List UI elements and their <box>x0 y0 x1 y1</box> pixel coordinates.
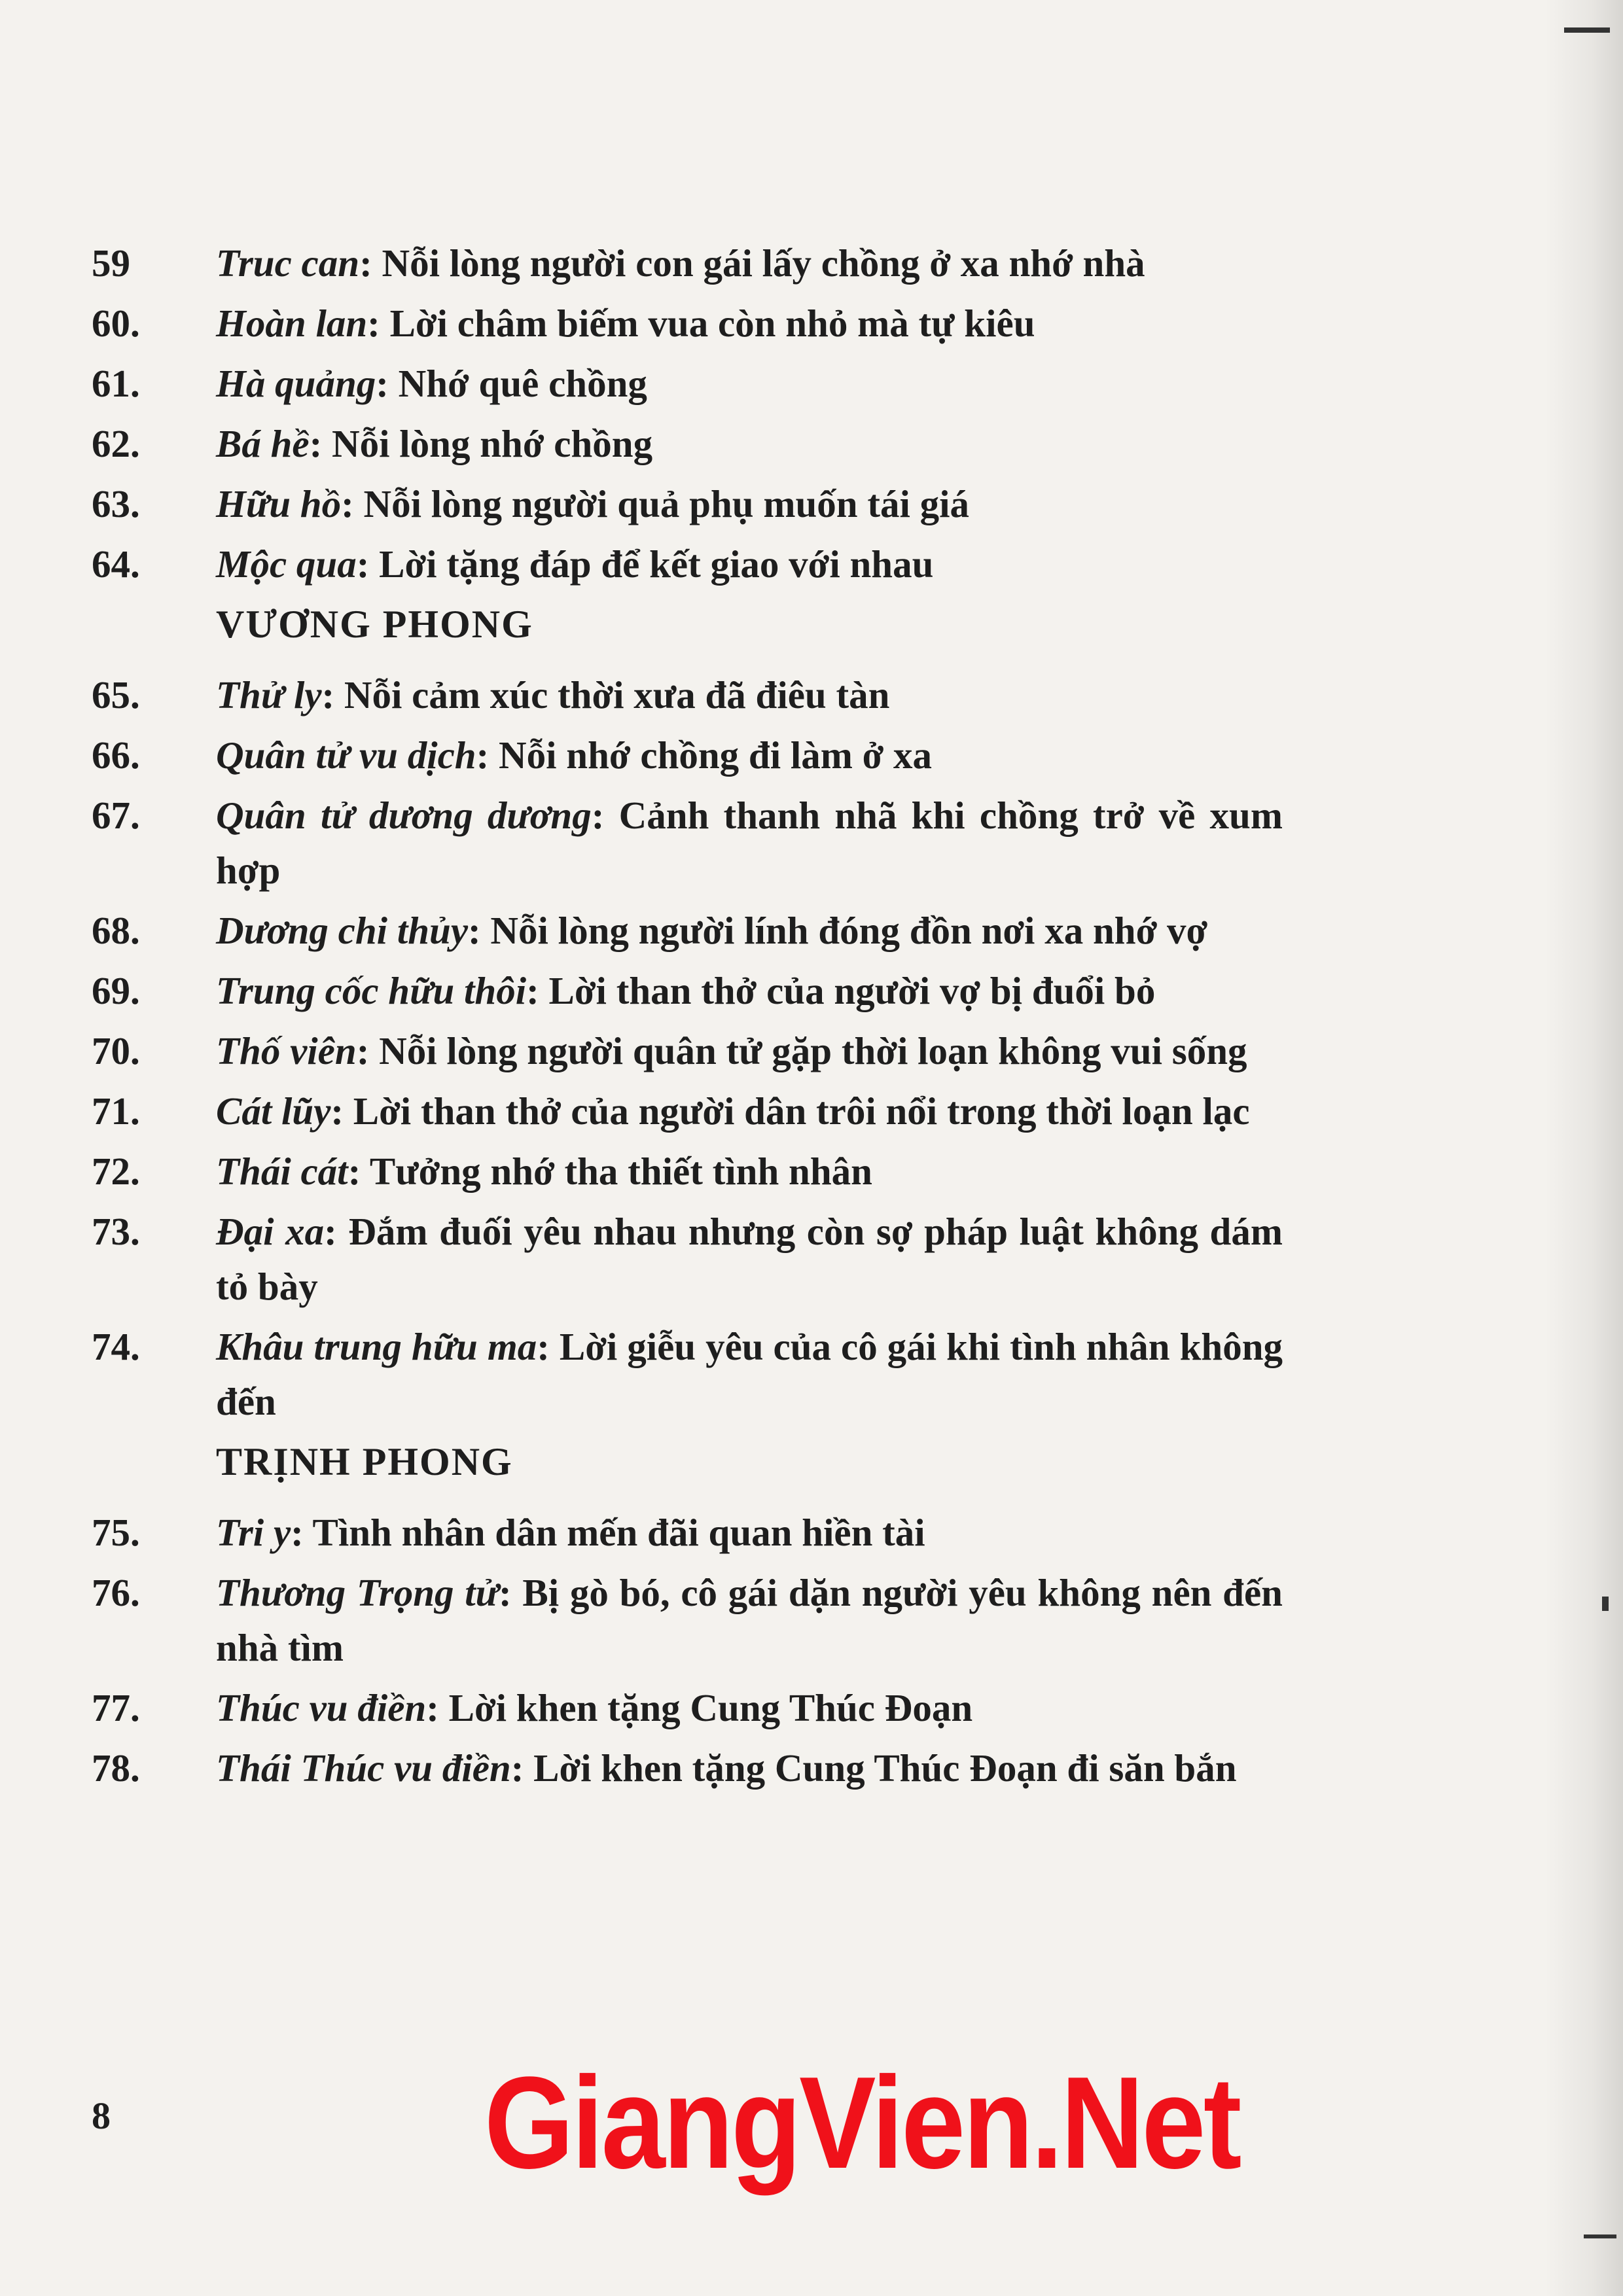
entry-description: : Nỗi lòng người lính đóng đồn nơi xa nhớ vợ <box>468 909 1208 952</box>
edge-scan-mark-bottom <box>1584 2234 1616 2238</box>
table-of-contents <box>92 236 1283 1801</box>
entry-description: : Tình nhân dân mến đãi quan hiền tài <box>291 1511 925 1554</box>
entry-title: Tri y <box>216 1511 291 1554</box>
toc-entry <box>92 1084 1283 1139</box>
toc-entry <box>92 537 1283 592</box>
toc-entry <box>92 296 1283 351</box>
entry-description: : Lời châm biếm vua còn nhỏ mà tự kiêu <box>367 302 1035 345</box>
entry-number: 69. <box>92 969 140 1012</box>
toc-entry <box>92 236 1283 291</box>
entry-text <box>216 1084 1283 1139</box>
toc-entry <box>92 356 1283 411</box>
page-number: 8 <box>92 2094 111 2137</box>
entry-number: 64. <box>92 542 140 586</box>
entry-text <box>216 416 1283 471</box>
toc-entry <box>92 476 1283 531</box>
toc-entry <box>92 416 1283 471</box>
toc-entry <box>92 963 1283 1018</box>
entry-text <box>216 667 1283 722</box>
entry-description: : Lời tặng đáp để kết giao với nhau <box>356 542 934 586</box>
entry-title: Đại xa <box>216 1210 325 1253</box>
entry-title: Thử ly <box>216 673 322 716</box>
entry-number: 76. <box>92 1571 140 1614</box>
entry-title: Thái Thúc vu điền <box>216 1746 511 1790</box>
toc-entry <box>92 728 1283 783</box>
entry-title: Trung cốc hữu thôi <box>216 969 527 1012</box>
entry-description: : Cảnh thanh nhã khi chồng trở về xum hợp <box>216 794 1283 892</box>
entry-text <box>216 963 1283 1018</box>
toc-entry <box>92 1144 1283 1199</box>
entry-number: 67. <box>92 794 140 837</box>
entry-description: : Bị gò bó, cô gái dặn người yêu không nên đến nhà tìm <box>216 1571 1283 1669</box>
entry-description: : Tưởng nhớ tha thiết tình nhân <box>348 1150 872 1193</box>
entry-text <box>216 1319 1283 1429</box>
section-heading-trinh-phong: TRỊNH PHONG <box>216 1440 513 1483</box>
entry-description: : Nhớ quê chồng <box>376 362 647 405</box>
entry-description: : Lời than thở của người vợ bị đuổi bỏ <box>526 969 1156 1012</box>
toc-entry <box>92 1680 1283 1735</box>
entry-title: Truc can <box>216 241 360 285</box>
entry-description: : Lời than thở của người dân trôi nổi trong thời loạn lạc <box>330 1089 1250 1133</box>
entry-title: Cát lũy <box>216 1089 331 1133</box>
entry-text <box>216 537 1283 592</box>
entry-title: Khâu trung hữu ma <box>216 1325 537 1368</box>
entry-description: : Nỗi lòng người con gái lấy chồng ở xa nhớ nhà <box>359 241 1145 285</box>
entry-text <box>216 1505 1283 1560</box>
entry-title: Hà quảng <box>216 362 376 405</box>
entry-description: : Lời giễu yêu của cô gái khi tình nhân không đến <box>216 1325 1283 1423</box>
entry-text <box>216 1144 1283 1199</box>
edge-scan-mark <box>1602 1597 1609 1611</box>
toc-entry <box>92 1204 1283 1314</box>
entry-number: 60. <box>92 302 140 345</box>
entry-text <box>216 476 1283 531</box>
entry-text <box>216 903 1283 958</box>
entry-text <box>216 1565 1283 1675</box>
entry-description: : Nỗi lòng người quả phụ muốn tái giá <box>341 482 970 525</box>
entry-text <box>216 356 1283 411</box>
entry-number: 71. <box>92 1089 140 1133</box>
entry-text <box>216 1023 1283 1078</box>
entry-title: Thố viên <box>216 1029 357 1072</box>
entry-text <box>216 1680 1283 1735</box>
entry-text <box>216 1740 1283 1795</box>
entry-title: Thúc vu điền <box>216 1686 427 1729</box>
entry-description: : Lời khen tặng Cung Thúc Đoạn <box>426 1686 973 1729</box>
toc-entry <box>92 667 1283 722</box>
toc-entry <box>92 788 1283 898</box>
corner-scan-mark <box>1564 27 1610 33</box>
entry-number: 62. <box>92 422 140 465</box>
entry-number: 59 <box>92 241 130 285</box>
entry-number: 66. <box>92 733 140 777</box>
entry-number: 63. <box>92 482 140 525</box>
entry-title: Hoàn lan <box>216 302 368 345</box>
entry-number: 77. <box>92 1686 140 1729</box>
entry-title: Quân tử vu dịch <box>216 733 476 777</box>
entry-description: : Nỗi lòng nhớ chồng <box>309 422 653 465</box>
entry-text <box>216 236 1283 291</box>
entry-title: Dương chi thủy <box>216 909 469 952</box>
entry-number: 70. <box>92 1029 140 1072</box>
entry-text <box>216 788 1283 898</box>
entry-text <box>216 296 1283 351</box>
entry-text <box>216 1204 1283 1314</box>
entry-description: : Nỗi lòng người quân tử gặp thời loạn không vui sống <box>356 1029 1247 1072</box>
entry-description: : Nỗi nhớ chồng đi làm ở xa <box>476 733 933 777</box>
entry-title: Thương Trọng tử <box>216 1571 499 1614</box>
toc-entry <box>92 1740 1283 1795</box>
entry-number: 75. <box>92 1511 140 1554</box>
entry-number: 78. <box>92 1746 140 1790</box>
entry-text <box>216 728 1283 783</box>
toc-entry <box>92 903 1283 958</box>
entry-number: 68. <box>92 909 140 952</box>
entry-number: 61. <box>92 362 140 405</box>
page-edge-shadow <box>1544 0 1623 2296</box>
watermark-logo: GiangVien.Net <box>484 2050 1240 2196</box>
entry-number: 74. <box>92 1325 140 1368</box>
toc-entry <box>92 1505 1283 1560</box>
entry-title: Bá hề <box>216 422 310 465</box>
entry-title: Mộc qua <box>216 542 357 586</box>
entry-description: : Nỗi cảm xúc thời xưa đã điêu tàn <box>321 673 890 716</box>
entry-title: Thái cát <box>216 1150 348 1193</box>
entry-title: Quân tử dương dương <box>216 794 592 837</box>
entry-number: 65. <box>92 673 140 716</box>
toc-entry <box>92 1023 1283 1078</box>
entry-number: 72. <box>92 1150 140 1193</box>
toc-entry <box>92 1565 1283 1675</box>
toc-entry <box>92 1319 1283 1429</box>
entry-number: 73. <box>92 1210 140 1253</box>
section-heading-vuong-phong: VƯƠNG PHONG <box>216 603 533 646</box>
entry-description: : Lời khen tặng Cung Thúc Đoạn đi săn bắn <box>510 1746 1237 1790</box>
entry-description: : Đắm đuối yêu nhau nhưng còn sợ pháp luật không dám tỏ bày <box>216 1210 1283 1308</box>
entry-title: Hữu hồ <box>216 482 342 525</box>
